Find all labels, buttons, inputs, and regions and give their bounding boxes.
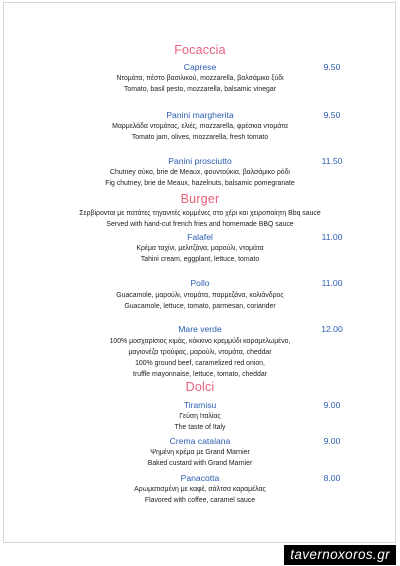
item-name-panacotta: Panacotta <box>180 473 220 483</box>
item-price-mare-verde: 12.00 <box>321 324 343 334</box>
item-desc-gr-panacotta: Αρωματισμένη με καφέ, σάλτσα καραμέλας <box>134 486 266 493</box>
item-name-falafel: Falafel <box>187 232 213 242</box>
item-name-caprese: Caprese <box>183 62 217 72</box>
item-desc-gr-crema-catalana: Ψημένη κρέμα με Grand Marnier <box>150 449 250 456</box>
item-desc-gr-caprese: Ντομάτα, πέστο βασιλικού, mozzarella, βαλσάμικο ξύδι <box>116 75 284 82</box>
item-desc-gr-mare-verde-1: 100% μοσχαρίσιος κιμάς, κόκκινο κρεμμύδι καραμελωμένο, <box>109 338 291 345</box>
section-title-burger: Burger <box>180 192 220 206</box>
item-name-pollo: Pollo <box>190 278 210 288</box>
item-desc-gr-falafel: Κρέμα ταχίνι, μελιτζάνα, μαρούλι, ντομάτα <box>136 245 264 252</box>
watermark-label: tavernoxoros.gr <box>284 545 396 565</box>
item-price-crema-catalana: 9.00 <box>323 436 341 446</box>
burger-intro-gr: Σερβίρονται με πατάτες τηγανιτές κομμένες στο χέρι και χειροποίητη Bbq sauce <box>79 210 321 217</box>
item-name-mare-verde: Mare verde <box>178 324 222 334</box>
item-name-panini-margherita: Panini margherita <box>166 110 234 120</box>
item-desc-gr-panini-margherita: Μαρμελάδα ντομάτας, ελιές, mozzarella, φρέσκια ντομάτα <box>112 123 288 130</box>
item-desc-en-panacotta: Flavored with coffee, caramel sauce <box>144 497 256 504</box>
burger-intro-en: Served with hand-cut french fries and homemade BBQ sauce <box>106 221 294 228</box>
item-name-panini-prosciutto: Panini prosciutto <box>168 156 232 166</box>
item-price-pollo: 11.00 <box>321 278 343 288</box>
item-price-panini-margherita: 9.50 <box>323 110 341 120</box>
section-title-dolci: Dolci <box>185 380 215 394</box>
item-price-falafel: 11.00 <box>321 232 343 242</box>
item-desc-en-panini-margherita: Tomato jam, olives, mozzarella, fresh tomato <box>131 134 269 141</box>
item-name-crema-catalana: Crema catalana <box>169 436 231 446</box>
item-desc-en-tiramisu: The taste of Italy <box>174 424 226 431</box>
item-price-caprese: 9.50 <box>323 62 341 72</box>
item-desc-en-mare-verde-2: truffle mayonnaise, lettuce, tomato, cheddar <box>133 371 267 378</box>
item-desc-en-falafel: Tahini cream, eggplant, lettuce, tomato <box>140 256 260 263</box>
section-title-focaccia: Focaccia <box>174 43 226 57</box>
item-price-tiramisu: 9.00 <box>323 400 341 410</box>
item-price-panini-prosciutto: 11.50 <box>321 156 343 166</box>
item-desc-gr-mare-verde-2: μαγιονέζα τρούφας, μαρούλι, ντομάτα, cheddar <box>128 349 272 356</box>
item-desc-en-crema-catalana: Baked custard with Grand Marnier <box>147 460 253 467</box>
item-name-tiramisu: Tiramisu <box>183 400 217 410</box>
item-desc-gr-panini-prosciutto: Chutney σύκο, brie de Meaux, φουντούκια, βαλσάμικο ρόδι <box>110 169 290 176</box>
item-desc-en-caprese: Tomato, basil pesto, mozzarella, balsamic vinegar <box>123 86 277 93</box>
item-desc-en-pollo: Guacamole, lettuce, tomato, parmesan, coriander <box>124 303 276 310</box>
item-desc-gr-pollo: Guacamole, μαρούλι, ντομάτα, παρμεζάνα, κολιάνδρος <box>116 292 284 299</box>
item-desc-en-panini-prosciutto: Fig chutney, brie de Meaux, hazelnuts, balsamic pomegranate <box>105 180 295 187</box>
item-desc-en-mare-verde-1: 100% ground beef, caramelized red onion, <box>135 360 265 367</box>
item-price-panacotta: 8.00 <box>323 473 341 483</box>
item-desc-gr-tiramisu: Γεύση Ιταλίας <box>179 413 221 420</box>
